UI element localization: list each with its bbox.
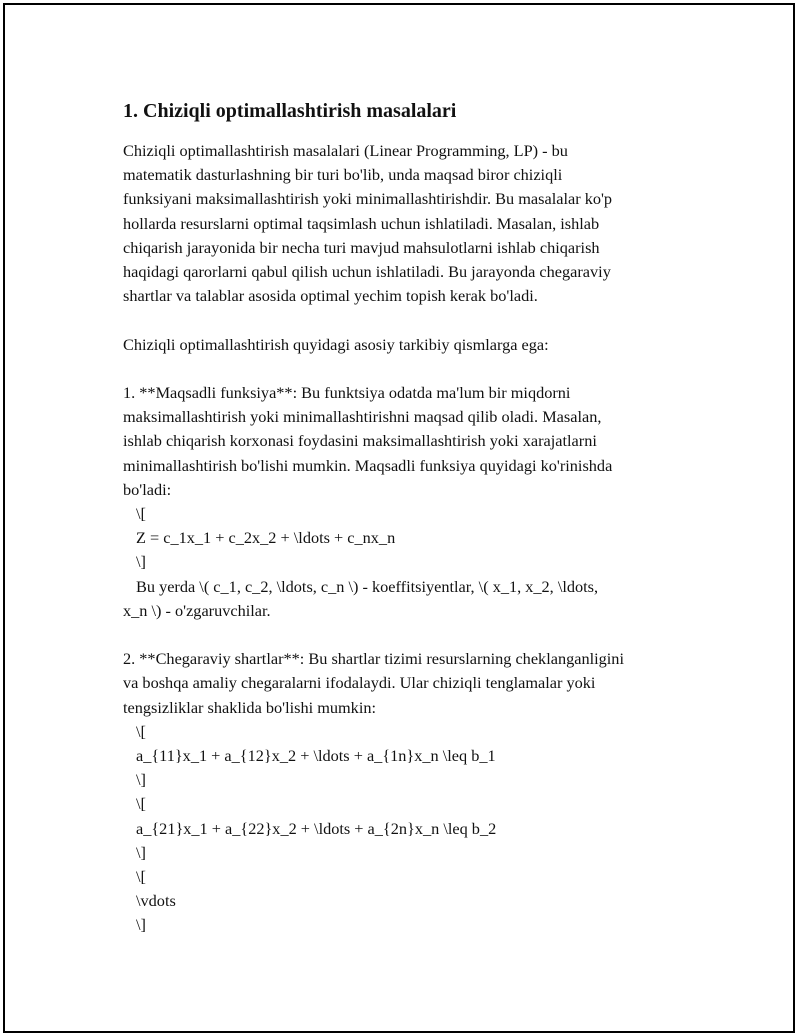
item-line: 1. **Maqsadli funksiya**: Bu funktsiya odatda ma'lum bir miqdorni: [123, 383, 571, 402]
formula-line: \vdots: [136, 891, 176, 911]
item-line: maksimallashtirish yoki minimallashtirishni maqsad qilib oladi. Masalan,: [123, 407, 602, 427]
formula-line: Z = c_1x_1 + c_2x_2 + \ldots + c_nx_n: [136, 528, 396, 548]
explanation-line: Bu yerda \( c_1, c_2, \ldots, c_n \) - koeffitsiyentlar, \( x_1, x_2, \ldots,: [136, 576, 599, 596]
formula-line: a_{11}x_1 + a_{12}x_2 + \ldots + a_{1n}x_n \leq b_1: [136, 746, 496, 766]
intro-paragraph: [123, 139, 698, 308]
document-content: [123, 97, 698, 938]
item-line: va boshqa amaliy chegaralarni ifodalaydi. Ular chiziqli tenglamalar yoki: [123, 673, 596, 693]
paragraph-gap: [123, 623, 698, 647]
section-heading: 1. Chiziqli optimallashtirish masalalari: [123, 100, 457, 122]
components-intro: Chiziqli optimallashtirish quyidagi asosiy tarkibiy qismlarga ega:: [123, 334, 549, 354]
page-frame: [3, 3, 795, 1033]
formula-line: \]: [136, 552, 146, 572]
intro-line: haqidagi qarorlarni qabul qilish uchun ishlatiladi. Bu jarayonda chegaraviy: [123, 262, 611, 282]
formula-line: \[: [136, 794, 146, 814]
intro-line: chiqarish jarayonida bir necha turi mavjud mahsulotlarni ishlab chiqarish: [123, 237, 600, 257]
item-line: ishlab chiqarish korxonasi foydasini maksimallashtirish yoki xarajatlarni: [123, 431, 597, 451]
intro-line: Chiziqli optimallashtirish masalalari (Linear Programming, LP) - bu: [123, 141, 568, 160]
formula-line: \]: [136, 915, 146, 935]
constraints-item: [123, 647, 698, 937]
explanation-line: x_n \) - o'zgaruvchilar.: [123, 600, 271, 620]
formula-line: \]: [136, 770, 146, 790]
formula-line: \[: [136, 721, 146, 741]
intro-line: matematik dasturlashning bir turi bo'lib, unda maqsad biror chiziqli: [123, 165, 563, 185]
paragraph-gap: [123, 357, 698, 381]
formula-line: \[: [136, 504, 146, 524]
intro-line: shartlar va talablar asosida optimal yechim topish kerak bo'ladi.: [123, 286, 538, 306]
item-line: tengsizliklar shaklida bo'lishi mumkin:: [123, 697, 377, 717]
formula-line: \[: [136, 867, 146, 887]
item-line: minimallashtirish bo'lishi mumkin. Maqsadli funksiya quyidagi ko'rinishda: [123, 455, 613, 475]
intro-line: hollarda resurslarni optimal taqsimlash uchun ishlatiladi. Masalan, ishlab: [123, 213, 600, 233]
paragraph-gap: [123, 308, 698, 332]
item-line: bo'ladi:: [123, 479, 172, 499]
item-line: 2. **Chegaraviy shartlar**: Bu shartlar tizimi resurslarning cheklanganligini: [123, 649, 624, 669]
intro-line: funksiyani maksimallashtirish yoki minimallashtirishdir. Bu masalalar ko'p: [123, 189, 613, 209]
formula-line: \]: [136, 842, 146, 862]
objective-function-item: [123, 381, 698, 623]
formula-line: a_{21}x_1 + a_{22}x_2 + \ldots + a_{2n}x_n \leq b_2: [136, 818, 497, 838]
